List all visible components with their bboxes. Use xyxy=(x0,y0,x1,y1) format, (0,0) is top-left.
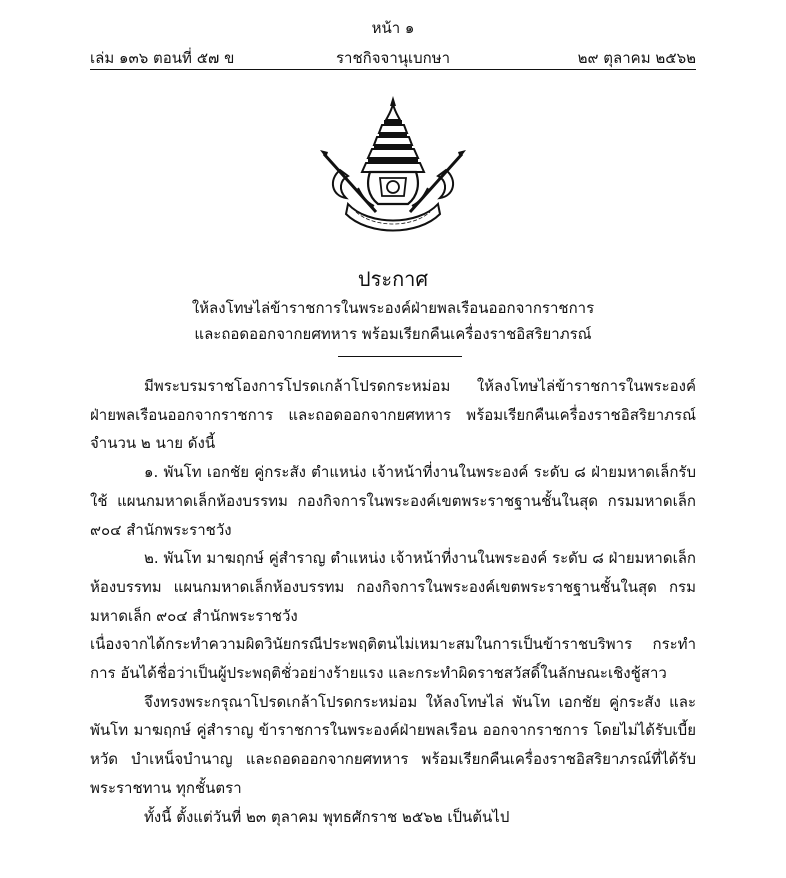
volume-issue: เล่ม ๑๓๖ ตอนที่ ๕๗ ข xyxy=(90,49,235,67)
order-paragraph: จึงทรงพระกรุณาโปรดเกล้าโปรดกระหม่อม ให้ลงโทษไล่ พันโท เอกชัย คู่กระสัง และ พันโท มาฆฤกษ์ คู่สำราญ ข้าราชการในพระองค์ฝ่ายพลเรือน ออกจากราชการ โดยไม่ได้รับเบี้ยหวัด บำเหน็จบำนาญ และถอดออกจากยศทหาร พร้อมเรียกคืนเครื่องราชอิสริยาภรณ์ที่ได้รับพระราชทาน ทุกชั้นตรา xyxy=(90,692,696,797)
royal-emblem-icon xyxy=(318,92,468,242)
publication-date: ๒๙ ตุลาคม ๒๕๖๒ xyxy=(577,49,696,67)
page-number: หน้า ๑ xyxy=(371,19,415,37)
reason-paragraph: เนื่องจากได้กระทำความผิดวินัยกรณีประพฤติตนไม่เหมาะสมในการเป็นข้าราชบริพาร กระทำการ อันได้ชื่อว่าเป็นผู้ประพฤติชั่วอย่างร้ายแรง และกระทำผิดราชสวัสดิ์ในลักษณะเชิงชู้สาว xyxy=(90,635,696,683)
item-1-paragraph: ๑. พันโท เอกชัย คู่กระสัง ตำแหน่ง เจ้าหน้าที่งานในพระองค์ ระดับ ๘ ฝ่ายมหาดเล็กรับใช้ แผนกมหาดเล็กห้องบรรทม กองกิจการในพระองค์เขตพระราชฐานชั้นในสุด กรมมหาดเล็ก ๙๐๔ สำนักพระราชวัง xyxy=(90,463,696,539)
announcement-subtitle-line-2: และถอดออกจากยศทหาร พร้อมเรียกคืนเครื่องราชอิสริยาภรณ์ xyxy=(194,325,592,343)
header-divider xyxy=(90,69,696,70)
title-divider xyxy=(338,356,462,357)
announcement-title: ประกาศ xyxy=(357,267,429,291)
effective-date-paragraph: ทั้งนี้ ตั้งแต่วันที่ ๒๓ ตุลาคม พุทธศักราช ๒๕๖๒ เป็นต้นไป xyxy=(144,807,510,826)
announcement-subtitle-line-1: ให้ลงโทษไล่ข้าราชการในพระองค์ฝ่ายพลเรือนออกจากราชการ xyxy=(191,299,595,317)
gazette-name: ราชกิจจานุเบกษา xyxy=(336,49,451,67)
gazette-header xyxy=(90,46,696,68)
item-2-paragraph: ๒. พันโท มาฆฤกษ์ คู่สำราญ ตำแหน่ง เจ้าหน้าที่งานในพระองค์ ระดับ ๘ ฝ่ายมหาดเล็ก ห้องบรรทม แผนกมหาดเล็กห้องบรรทม กองกิจการในพระองค์เขตพระราชฐานชั้นในสุด กรมมหาดเล็ก ๙๐๔ สำนักพระราชวัง xyxy=(90,549,696,625)
announcement-body xyxy=(90,372,696,831)
intro-paragraph: มีพระบรมราชโองการโปรดเกล้าโปรดกระหม่อม ให้ลงโทษไล่ข้าราชการในพระองค์ฝ่ายพลเรือนออกจากราชการ และถอดออกจากยศทหาร พร้อมเรียกคืนเครื่องราชอิสริยาภรณ์ จำนวน ๒ นาย ดังนี้ xyxy=(90,377,696,453)
